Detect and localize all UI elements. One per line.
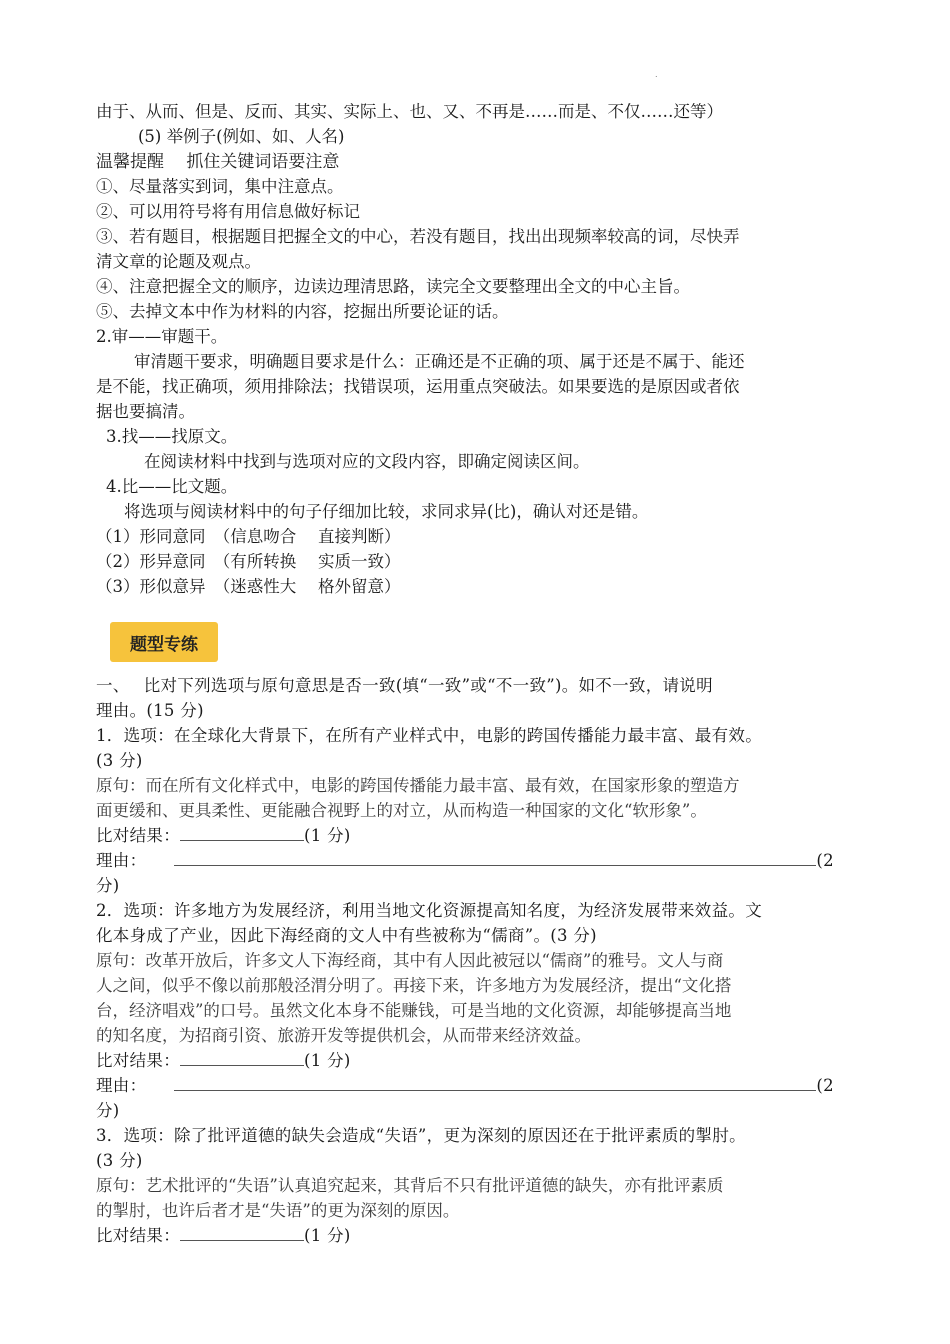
result-score: (1 分) xyxy=(304,1051,351,1070)
reason-label: 理由： xyxy=(96,1076,147,1095)
item-original: 人之间，似乎不像以前那般泾渭分明了。再接下来，许多地方为发展经济，提出“文化搭 xyxy=(96,976,732,995)
reason-blank[interactable] xyxy=(174,1076,816,1091)
reason-score: (2 xyxy=(816,851,834,870)
reason-row xyxy=(96,1075,856,1097)
result-blank[interactable] xyxy=(180,1051,304,1066)
step-heading: 2.审——审题干。 xyxy=(96,327,228,346)
text-line: 在阅读材料中找到与选项对应的文段内容，即确定阅读区间。 xyxy=(144,452,590,471)
section-banner: 题型专练 xyxy=(110,622,218,662)
text-line: 由于、从而、但是、反而、其实、实际上、也、又、不再是……而是、不仅……还等） xyxy=(96,102,723,121)
compare-item: （3）形似意异 （迷惑性大 格外留意） xyxy=(96,577,401,596)
tip-item: ④、注意把握全文的顺序，边读边理清思路，读完全文要整理出全文的中心主旨。 xyxy=(96,277,690,296)
text-line: 将选项与阅读材料中的句子仔细加比较，求同求异(比)，确认对还是错。 xyxy=(124,502,649,521)
text-line: 据也要搞清。 xyxy=(96,402,195,421)
result-label: 比对结果： xyxy=(96,1226,180,1245)
step-heading: 3.找——找原文。 xyxy=(106,427,238,446)
text-line: 是不能，找正确项，须用排除法；找错误项，运用重点突破法。如果要选的是原因或者依 xyxy=(96,377,740,396)
item-option: 1．选项：在全球化大背景下，在所有产业样式中，电影的跨国传播能力最丰富、最有效。 xyxy=(96,726,762,745)
result-score: (1 分) xyxy=(304,826,351,845)
compare-item: （1）形同意同 （信息吻合 直接判断） xyxy=(96,527,401,546)
item-original: 台，经济唱戏”的口号。虽然文化本身不能赚钱，可是当地的文化资源，却能够提高当地 xyxy=(96,1001,732,1020)
tip-title: 温馨提醒 抓住关键词语要注意 xyxy=(96,152,340,172)
item-original: 面更缓和、更具柔性、更能融合视野上的对立，从而构造一种国家的文化“软形象”。 xyxy=(96,801,707,820)
tip-item: ③、若有题目，根据题目把握全文的中心，若没有题目，找出出现频率较高的词，尽快弄 xyxy=(96,227,740,246)
tip-item: 清文章的论题及观点。 xyxy=(96,252,261,271)
reason-label: 理由： xyxy=(96,851,147,870)
result-label: 比对结果： xyxy=(96,1051,180,1070)
reason-score: (2 xyxy=(816,1076,834,1095)
result-label: 比对结果： xyxy=(96,826,180,845)
result-score: (1 分) xyxy=(304,1226,351,1245)
item-original: 的知名度，为招商引资、旅游开发等提供机会，从而带来经济效益。 xyxy=(96,1026,591,1045)
item-score: (3 分) xyxy=(96,1151,143,1170)
item-option: 2．选项：许多地方为发展经济，利用当地文化资源提高知名度，为经济发展带来效益。文 xyxy=(96,901,762,920)
item-option: 化本身成了产业，因此下海经商的文人中有些被称为“儒商”。(3 分) xyxy=(96,926,597,945)
reason-blank[interactable] xyxy=(174,851,816,866)
tip-item: ②、可以用符号将有用信息做好标记 xyxy=(96,202,360,221)
item-original: 原句：艺术批评的“失语”认真追究起来，其背后不只有批评道德的缺失，亦有批评素质 xyxy=(96,1176,724,1195)
result-blank[interactable] xyxy=(180,1226,304,1241)
step-heading: 4.比——比文题。 xyxy=(106,477,238,496)
reason-score-cont: 分) xyxy=(96,1101,120,1120)
text-line: (5) 举例子(例如、如、人名) xyxy=(138,127,345,146)
text-line: 审清题干要求，明确题目要求是什么：正确还是不正确的项、属于还是不属于、能还 xyxy=(134,352,745,371)
result-blank[interactable] xyxy=(180,826,304,841)
result-row xyxy=(96,1225,351,1247)
item-option: 3．选项：除了批评道德的缺失会造成“失语”，更为深刻的原因还在于批评素质的掣肘。 xyxy=(96,1126,746,1145)
tip-item: ①、尽量落实到词，集中注意点。 xyxy=(96,177,344,196)
item-original: 原句：而在所有文化样式中，电影的跨国传播能力最丰富、最有效，在国家形象的塑造方 xyxy=(96,776,740,795)
reason-row xyxy=(96,850,856,872)
result-row xyxy=(96,825,351,847)
item-original: 的掣肘，也许后者才是“失语”的更为深刻的原因。 xyxy=(96,1201,460,1220)
result-row xyxy=(96,1050,351,1072)
item-original: 原句：改革开放后，许多文人下海经商，其中有人因此被冠以“儒商”的雅号。文人与商 xyxy=(96,951,724,970)
reason-score-cont: 分) xyxy=(96,876,120,895)
tip-item: ⑤、去掉文本中作为材料的内容，挖掘出所要论证的话。 xyxy=(96,302,509,321)
question-text: 一、 比对下列选项与原句意思是否一致(填“一致”或“不一致”)。如不一致，请说明 xyxy=(96,676,713,695)
compare-item: （2）形异意同 （有所转换 实质一致） xyxy=(96,552,401,571)
page-dot: . xyxy=(655,70,658,79)
question-text: 理由。(15 分) xyxy=(96,701,204,720)
item-score: (3 分) xyxy=(96,751,143,770)
